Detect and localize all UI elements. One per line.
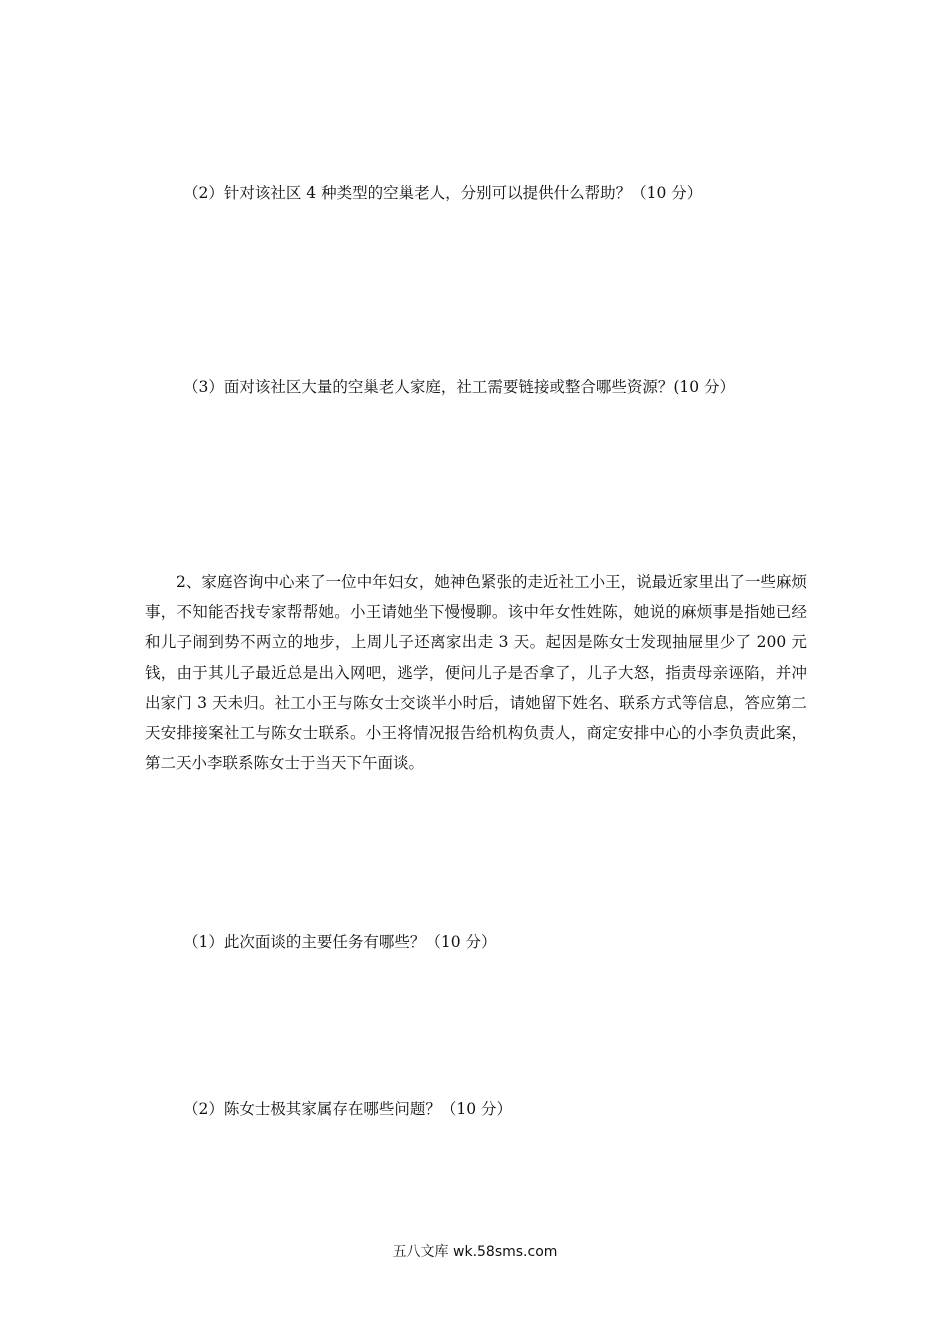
case-2-paragraph: 2、家庭咨询中心来了一位中年妇女，她神色紧张的走近社工小王，说最近家里出了一些麻烦事，不知能否找专家帮帮她。小王请她坐下慢慢聊。该中年女性姓陈，她说的麻烦事是指她已经和儿子闹到势不两立的地步，上周儿子还离家出走 3 天。起因是陈女士发现抽屉里少了 200 元钱，由于其儿子最近总是出入网吧，逃学，便问儿子是否拿了，儿子大怒，指责母亲诬陷，并冲出家门 3 天未归。社工小王与陈女士交谈半小时后，请她留下姓名、联系方式等信息，答应第二天安排接案社工与陈女士联系。小王将情况报告给机构负责人，商定安排中心的小李负责此案，第二天小李联系陈女士于当天下午面谈。	[145, 573, 807, 773]
case-2-text	[145, 567, 807, 778]
footer-watermark: 五八文库 wk.58sms.com	[392, 1244, 558, 1260]
question-part2-2: （2）陈女士极其家属存在哪些问题？（10 分）	[183, 1100, 513, 1118]
question-part1-3: （3）面对该社区大量的空巢老人家庭，社工需要链接或整合哪些资源？(10 分）	[183, 378, 736, 396]
question-part1-2: （2）针对该社区 4 种类型的空巢老人，分别可以提供什么帮助？（10 分）	[183, 184, 703, 202]
question-part2-1: （1）此次面谈的主要任务有哪些？（10 分）	[183, 933, 497, 951]
